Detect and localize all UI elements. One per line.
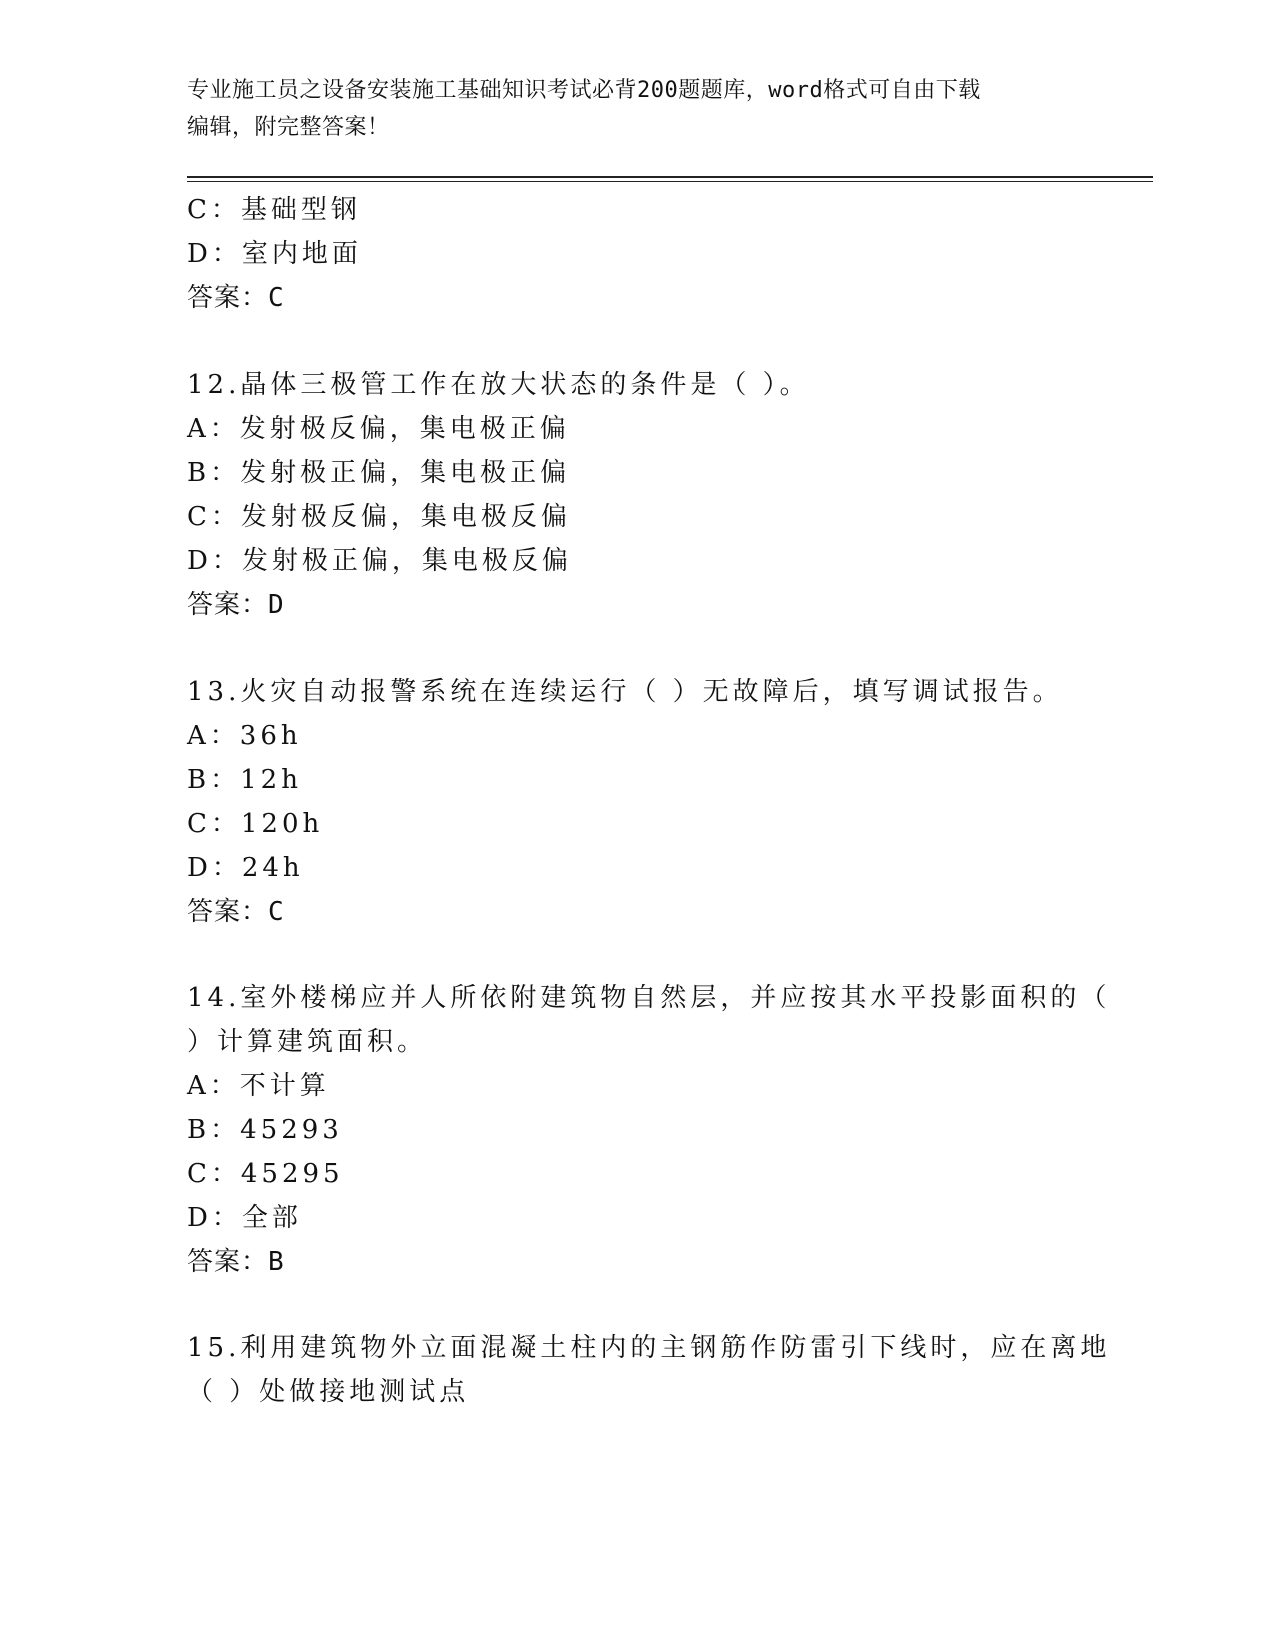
question-13-stem: 13.火灾自动报警系统在连续运行（ ）无故障后，填写调试报告。: [187, 677, 1063, 707]
question-14-stem-line-2: ）计算建筑面积。: [187, 1027, 428, 1057]
question-12-option-a: A：发射极反偏，集电极正偏: [187, 414, 570, 444]
prev-option-c: C：基础型钢: [187, 195, 361, 225]
header-divider-thick: [187, 176, 1153, 178]
question-12-option-b: B：发射极正偏，集电极正偏: [187, 458, 571, 488]
question-12-answer: 答案：D: [187, 590, 285, 620]
question-12-option-d: D：发射极正偏，集电极反偏: [187, 546, 572, 576]
question-13-answer: 答案：C: [187, 897, 285, 927]
document-header: [187, 72, 1087, 146]
question-15-stem-line-1: 15.利用建筑物外立面混凝土柱内的主钢筋作防雷引下线时，应在离地: [187, 1333, 1111, 1363]
question-13-option-b: B：12h: [187, 765, 302, 795]
header-title-line-1: 专业施工员之设备安装施工基础知识考试必背200题题库，word格式可自由下载: [187, 78, 981, 103]
header-title-line-2: 编辑，附完整答案！: [187, 115, 390, 140]
question-14-option-d: D：全部: [187, 1203, 302, 1233]
header-divider-thin: [187, 181, 1153, 182]
prev-option-d: D：室内地面: [187, 239, 362, 269]
question-14-option-a: A：不计算: [187, 1071, 330, 1101]
question-13-option-a: A：36h: [187, 721, 302, 751]
question-12-stem: 12.晶体三极管工作在放大状态的条件是（ ）。: [187, 370, 810, 400]
prev-answer: 答案：C: [187, 283, 285, 313]
question-14-stem-line-1: 14.室外楼梯应并人所依附建筑物自然层，并应按其水平投影面积的（: [187, 983, 1111, 1013]
question-13-option-c: C：120h: [187, 809, 324, 839]
question-14-answer: 答案：B: [187, 1247, 285, 1277]
question-14-option-c: C：45295: [187, 1159, 344, 1189]
question-12-option-c: C：发射极反偏，集电极反偏: [187, 502, 571, 532]
question-13-option-d: D：24h: [187, 853, 304, 883]
question-15-stem-line-2: （ ）处做接地测试点: [187, 1377, 470, 1407]
question-14-option-b: B：45293: [187, 1115, 343, 1145]
